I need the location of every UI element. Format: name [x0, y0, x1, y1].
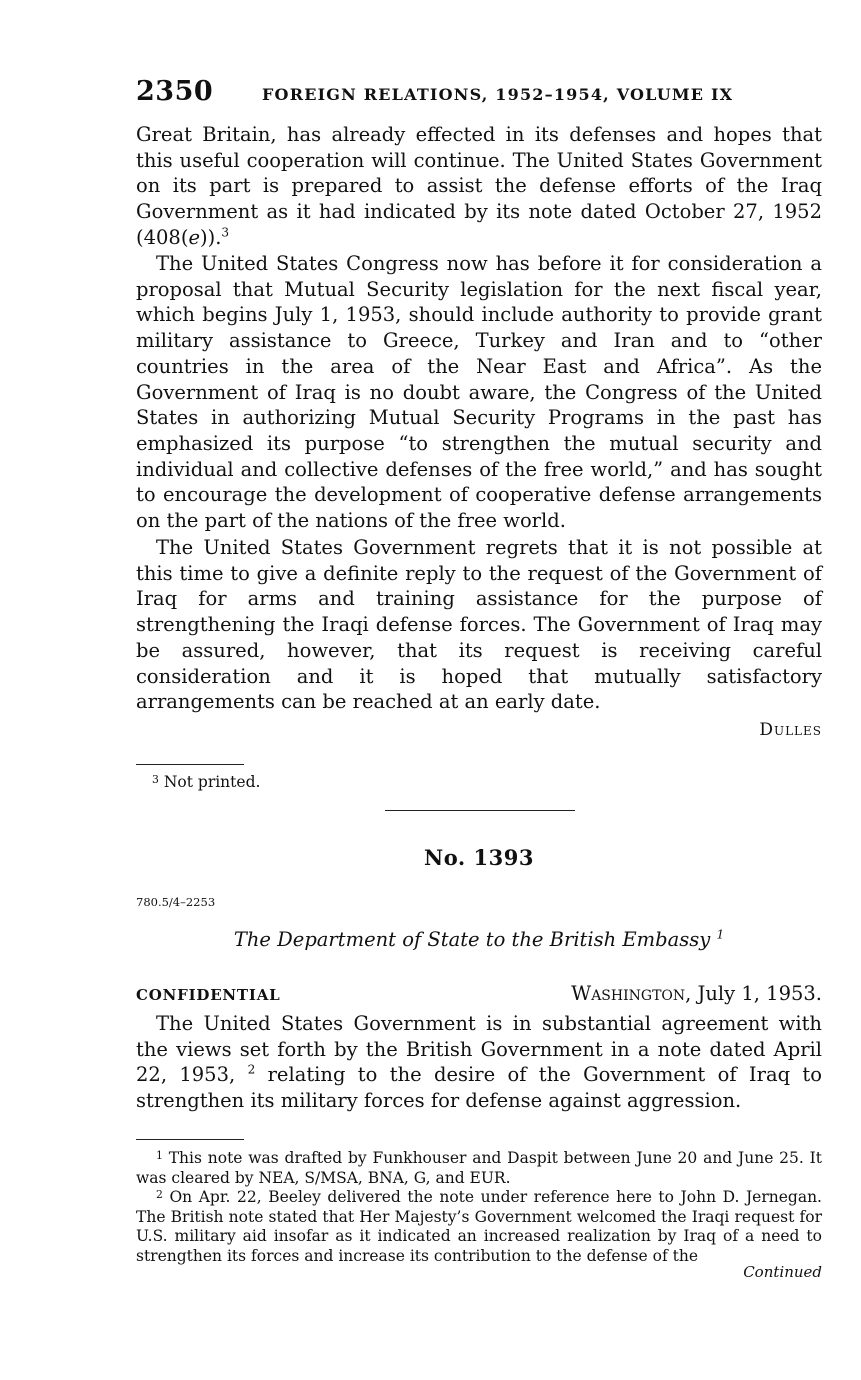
footnote-rule [136, 764, 244, 765]
running-head [136, 76, 822, 110]
footnote-2: $^2$ On Apr. 22, Beeley delivered the note under reference here to John D. Jernegan. The British note stated that Her Majesty’s Government welcomed the Iraqi request for U.S. military aid insofar as it indicated an increased realization by Iraq of a need to strengthen its forces and increase its contribution to the defense of the [136, 1188, 822, 1265]
regret-paragraph: The United States Government regrets that it is not possible at this time to give a definite reply to the request of the Government of Iraq for arms and training assistance for the purpose of strengthening the Iraqi defense forces. The Government of Iraq may be assured, however, that its request is receiving careful consideration and it is hoped that mutually satisfactory arrangements can be reached at an early date. [136, 536, 822, 714]
page-number: 2350 [136, 76, 214, 107]
place-date: Washington, July 1, 1953. [571, 982, 822, 1005]
footnote-ref-3: 3 [221, 225, 230, 240]
document-title: The Department of State to the British Embassy $^1$ [233, 927, 725, 951]
footnote-1: $^1$ This note was drafted by Funkhouser and Daspit between June 20 and June 25. It was cleared by NEA, S/MSA, BNA, G, and EUR. [136, 1149, 822, 1187]
continued-label: Continued [743, 1263, 822, 1281]
footnote-ref-1: 1 [716, 927, 725, 942]
footnote-rule [136, 1139, 244, 1140]
section-divider [385, 810, 575, 811]
classification: CONFIDENTIAL [136, 986, 281, 1004]
footnote-ref-2: 2 [247, 1062, 256, 1077]
continued-paragraph: Great Britain, has already effected in its defenses and hopes that this useful cooperation will continue. The United States Government on its part is prepared to assist the defense efforts of the Iraq Government as it had indicated by its note dated October 27, 1952 (408(e)).$^3$ [136, 123, 822, 249]
congress-paragraph: The United States Congress now has before it for consideration a proposal that Mutual Security legislation for the next fiscal year, which begins July 1, 1953, should include authority to provide grant military assistance to Greece, Turkey and Iran and to “other countries in the area of the Near East and Africa”. As the Government of Iraq is no doubt aware, the Congress of the United States in authorizing Mutual Security Programs in the past has emphasized its purpose “to strengthen the mutual security and individual and collective defenses of the free world,” and has sought to encourage the development of cooperative defense arrangements on the part of the nations of the free world. [136, 252, 822, 533]
file-number: 780.5/4–2253 [136, 895, 216, 909]
document-number: No. 1393 [424, 845, 534, 870]
footnotes [136, 1149, 822, 1266]
agreement-paragraph: The United States Government is in substantial agreement with the views set forth by the British Government in a note dated April 22, 1953, $^2$ relating to the desire of the Government of Iraq to strengthen its military forces for defense against aggression. [136, 1012, 822, 1113]
running-title: FOREIGN RELATIONS, 1952–1954, VOLUME IX [262, 85, 734, 104]
signature: Dulles [759, 720, 822, 740]
footnote-3: $^3$ Not printed. [152, 773, 261, 791]
